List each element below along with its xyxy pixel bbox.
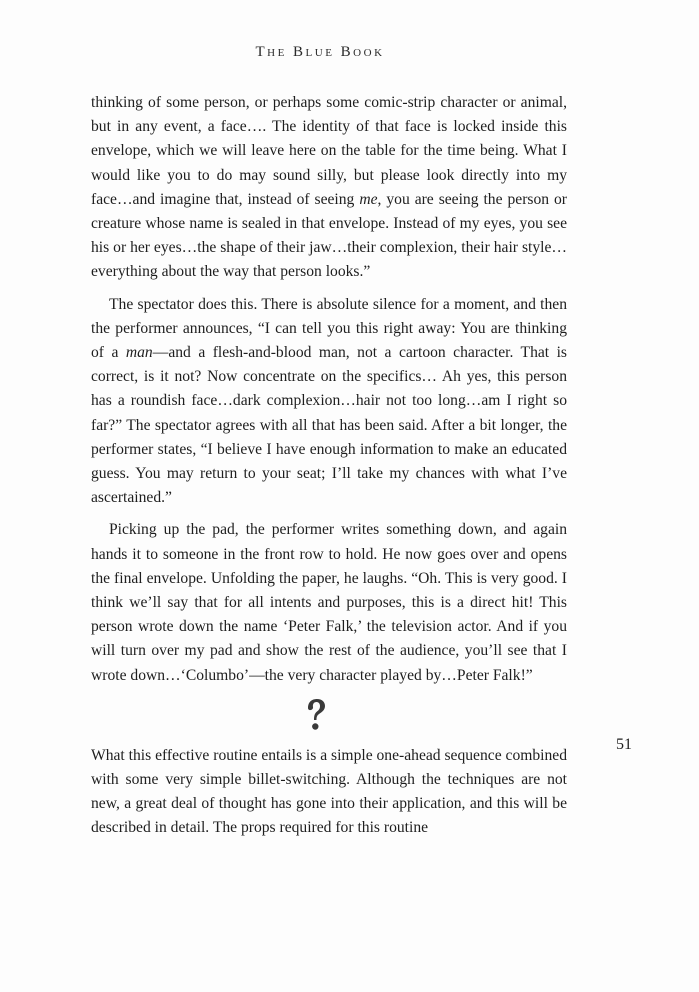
running-head: The Blue Book — [255, 44, 385, 60]
question-mark-ornament-icon — [305, 698, 327, 732]
body-text — [91, 91, 567, 841]
paragraph-2-text-rest: —and a flesh-and-blood man, not a cartoon character. That is correct, is it not? Now concentrate on the specifics… Ah yes, this person has a roundish face…dark complexion…hair not too long…am I right so far?” The spectator agrees with all that has been said. After a bit longer, the performer states, “I believe I have enough information to make an educated guess. You may return to your seat; I’ll take my chances with what I’ve ascertained.” — [91, 344, 567, 507]
paragraph-4: What this effective routine entails is a simple one-ahead sequence combined with some very simple billet-switching. Although the techniques are not new, a great deal of thought has gone into their application, and this will be described in detail. The props required for this routine — [91, 746, 568, 837]
page-number: 51 — [616, 736, 632, 753]
paragraph-2 — [91, 293, 567, 511]
section-divider — [91, 688, 567, 744]
paragraph-3: Picking up the pad, the performer writes something down, and again hands it to someone in the front row to hold. He now goes over and opens the final envelope. Unfolding the paper, he laughs. “Oh. This is very good. I think we’ll say that for all intents and purposes, this is a direct hit! This person wrote down the name ‘Peter Falk,’ the television actor. And if you will turn over my pad and show the rest of the audience, you’ll see that I wrote down…‘Columbo’—the very character played by…Peter Falk!” — [91, 521, 567, 684]
paragraph-1 — [91, 91, 567, 285]
paragraph-1-text: thinking of some person, or perhaps some comic-strip character or animal, but in any event, a face…. The identity of that face is locked inside this envelope, which we will leave here on the table for the time being. What I would like you to do may sound silly, but please look directly into my face…and imagine that, instead of seeing — [91, 94, 567, 208]
paragraph-2-emphasis: man — [125, 344, 153, 362]
paragraph-1-emphasis: me — [359, 190, 378, 208]
paragraph-2-text: The spectator does this. There is absolute silence for a moment, and then the performer announces, “I can tell you this right away: You are thinking of a — [91, 295, 567, 362]
paragraph-1-text-rest: , you are seeing the person or creature whose name is sealed in that envelope. Instead of my eyes, you see his or her eyes…the shape of their jaw…their complexion, their hair style…everything about the way that person looks.” — [91, 190, 568, 281]
